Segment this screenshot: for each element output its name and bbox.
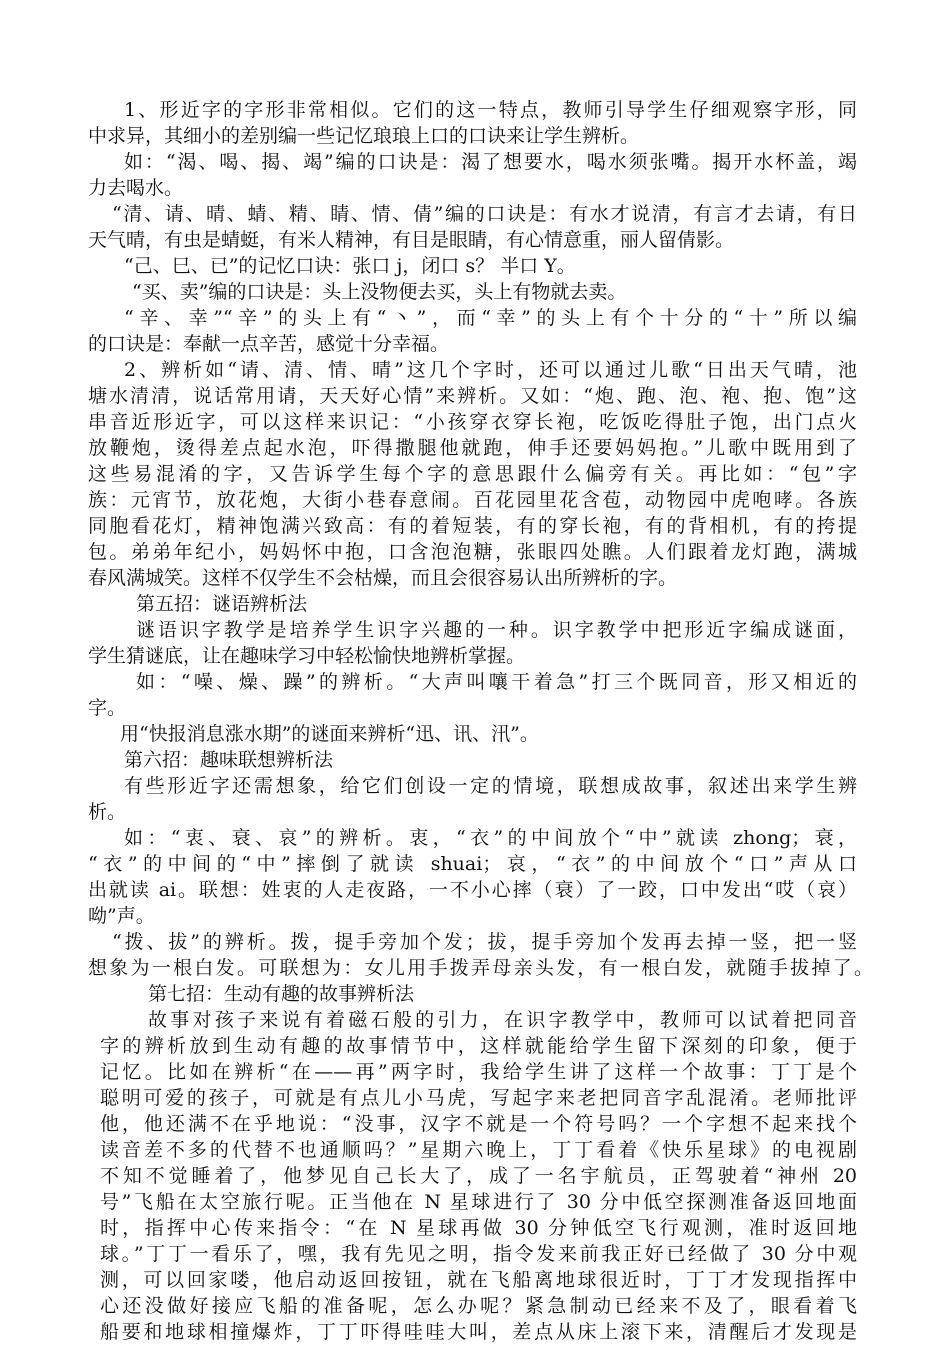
text-line: 族：元宵节，放花炮，大街小巷春意闹。百花园里花含苞，动物园中虎咆哮。各族	[88, 489, 857, 511]
text-line: 字的辨析放到生动有趣的故事情节中，这样就能给学生留下深刻的印象，便于	[100, 1035, 857, 1057]
text-line: 呦”声。	[88, 905, 155, 927]
text-line: 时，指挥中心传来指令：“在 N 星球再做 30 分钟低空飞行观测，准时返回地	[100, 1217, 857, 1239]
text-line: “买、卖”编的口诀是：头上没物便去买，头上有物就去卖。	[132, 281, 627, 303]
text-line: 球。”丁丁一看乐了，嘿，我有先见之明，指令发来前我正好已经做了 30 分中观	[100, 1243, 857, 1265]
text-line: 天气晴，有虫是蜻蜓，有米人精神，有目是眼睛，有心情意重，丽人留倩影。	[88, 229, 735, 251]
text-line: 谜语识字教学是培养学生识字兴趣的一种。识字教学中把形近字编成谜面，	[136, 619, 857, 641]
text-line: 析。	[88, 801, 127, 823]
text-line: “拨、拔”的辨析。拨，提手旁加个发；拔，提手旁加个发再去掉一竖，把一竖	[112, 931, 857, 953]
text-line: 记忆。比如在辨析“在——再”两字时，我给学生讲了这样一个故事：丁丁是个	[100, 1061, 857, 1083]
text-line: “己、巳、已”的记忆口诀：张口 j，闭口 s？ 半口 Y。	[124, 255, 576, 277]
text-line: 如：“衷、衰、哀”的辨析。衷，“衣”的中间放个“中”就读 zhong；衰，	[124, 827, 857, 849]
text-line: 读音差不多的代替不也通顺吗？”星期六晚上，丁丁看着《快乐星球》的电视剧	[100, 1139, 857, 1161]
text-line: 放鞭炮，烫得差点起水泡，吓得撒腿他就跑，伸手还要妈妈抱。”儿歌中既用到了	[88, 437, 857, 459]
text-line: 2、辨析如“请、清、情、晴”这几个字时，还可以通过儿歌“日出天气晴，池	[124, 359, 857, 381]
text-line: 中求异，其细小的差别编一些记忆琅琅上口的口诀来让学生辨析。	[88, 125, 640, 147]
text-line: 想象为一根白发。可联想为：女儿用手拨弄母亲头发，有一根白发，就随手拔掉了。	[88, 957, 873, 979]
text-line: 同胞看花灯，精神饱满兴致高：有的着短装，有的穿长袍，有的背相机，有的挎提	[88, 515, 857, 537]
text-line: 有些形近字还需想象，给它们创设一定的情境，联想成故事，叙述出来学生辨	[124, 775, 857, 797]
text-line: 1、形近字的字形非常相似。它们的这一特点，教师引导学生仔细观察字形，同	[124, 99, 857, 121]
text-line: 的口诀是：奉献一点辛苦，感觉十分幸福。	[88, 333, 450, 355]
text-line: 如：“渴、喝、揭、竭”编的口诀是：渴了想要水，喝水须张嘴。揭开水杯盖，竭	[124, 151, 857, 173]
section-heading: 第六招：趣味联想辨析法	[124, 749, 334, 771]
text-line: “清、请、晴、蜻、精、睛、情、倩”编的口诀是：有水才说清，有言才去请，有日	[112, 203, 857, 225]
text-line: 不知不觉睡着了，他梦见自己长大了，成了一名宇航员，正驾驶着“神州 20	[100, 1165, 857, 1187]
text-line: 塘水清清，说话常用请，天天好心情”来辨析。又如：“炮、跑、泡、袍、抱、饱”这	[88, 385, 857, 407]
text-line: 春风满城笑。这样不仅学生不会枯燥，而且会很容易认出所辨析的字。	[88, 567, 678, 589]
text-line: 学生猜谜底，让在趣味学习中轻松愉快地辨析掌握。	[88, 645, 526, 667]
text-line: 如：“噪、燥、躁”的辨析。“大声叫嚷干着急”打三个既同音，形又相近的	[136, 671, 857, 693]
text-line: 出就读 ai。联想：姓衷的人走夜路，一不小心摔（衰）了一跤，口中发出“哎（哀）	[88, 879, 857, 901]
text-line: 用“快报消息涨水期”的谜面来辨析“迅、讯、汛”。	[120, 723, 539, 745]
text-line: 号”飞船在太空旅行呢。正当他在 N 星球进行了 30 分中低空探测准备返回地面	[100, 1191, 857, 1213]
text-line: 字。	[88, 697, 127, 719]
text-line: 心还没做好接应飞船的准备呢，怎么办呢？紧急制动已经来不及了，眼看着飞	[100, 1295, 857, 1317]
text-line: 船要和地球相撞爆炸，丁丁吓得哇哇大叫，差点从床上滚下来，清醒后才发现是	[100, 1321, 857, 1343]
text-line: 测，可以回家喽，他启动返回按钮，就在飞船离地球很近时，丁丁才发现指挥中	[100, 1269, 857, 1291]
text-line: 聪明可爱的孩子，可就是有点儿小马虎，写起字来老把同音字乱混淆。老师批评	[100, 1087, 857, 1109]
text-line: 他，他还满不在乎地说：“没事，汉字不就是一个符号吗？一个字想不起来找个	[100, 1113, 857, 1135]
text-line: 包。弟弟年纪小，妈妈怀中抱，口含泡泡糖，张眼四处瞧。人们跟着龙灯跑，满城	[88, 541, 857, 563]
section-heading: 第七招：生动有趣的故事辨析法	[148, 983, 415, 1005]
text-line: 这些易混淆的字，又告诉学生每个字的意思跟什么偏旁有关。再比如：“包”字	[88, 463, 857, 485]
text-line: “衣”的中间的“中”摔倒了就读 shuai；哀，“衣”的中间放个“口”声从口	[88, 853, 857, 875]
text-line: 故事对孩子来说有着磁石般的引力，在识字教学中，教师可以试着把同音	[148, 1009, 857, 1031]
text-line: “辛、幸”“辛”的头上有“丶”，而“幸”的头上有个十分的“十”所以编	[124, 307, 857, 329]
text-line: 力去喝水。	[88, 177, 184, 199]
section-heading: 第五招：谜语辨析法	[136, 593, 308, 615]
text-line: 串音近形近字，可以这样来识记：“小孩穿衣穿长袍，吃饭吃得肚子饱，出门点火	[88, 411, 857, 433]
